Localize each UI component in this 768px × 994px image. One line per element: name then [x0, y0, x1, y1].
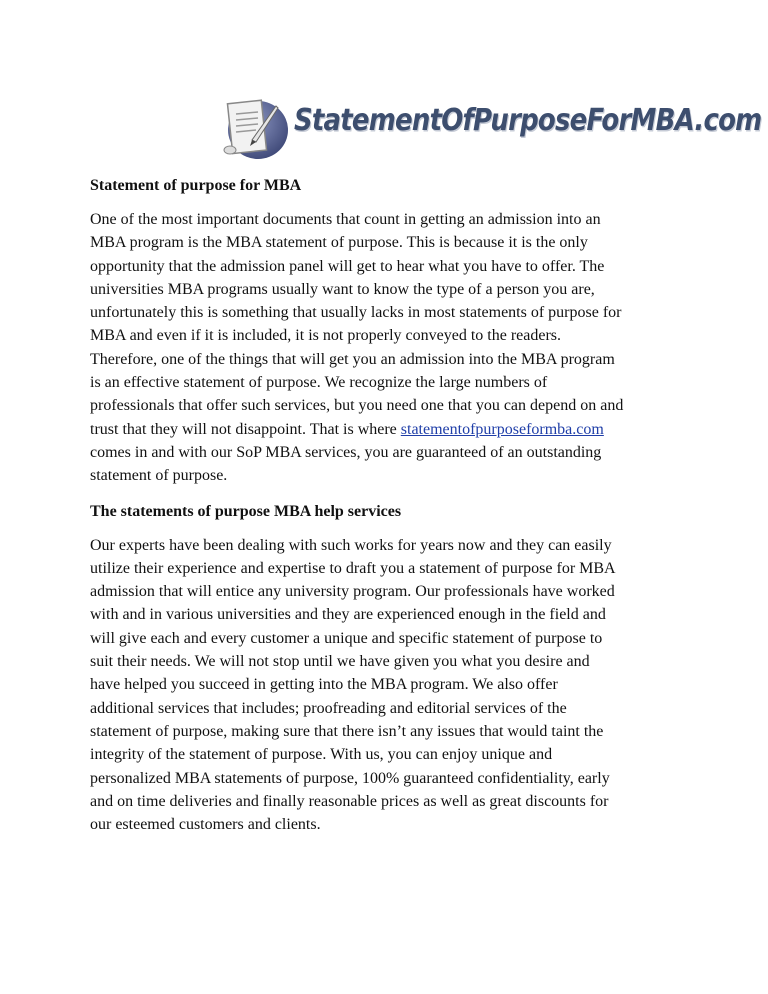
text-line: MBA program is the MBA statement of purpose. This is because it is the only: [90, 234, 588, 252]
text-line: professionals that offer such services, but you need one that you can depend on and: [90, 397, 624, 415]
text-line: universities MBA programs usually want to know the type of a person you are,: [90, 280, 595, 298]
scroll-and-quill-icon: [216, 92, 290, 162]
text-line: opportunity that the admission panel will get to hear what you have to offer. The: [90, 257, 605, 275]
website-link[interactable]: statementofpurposeformba.com: [400, 420, 604, 438]
text-line: suit their needs. We will not stop until we have given you what you desire and: [90, 653, 590, 671]
text-line: statement of purpose.: [90, 467, 228, 485]
text-line: additional services that includes; proofreading and editorial services of the: [90, 699, 567, 717]
text-line: statement of purpose, making sure that there isn’t any issues that would taint the: [90, 722, 604, 740]
text-line: Our experts have been dealing with such works for years now and they can easily: [90, 536, 612, 554]
text-line: is an effective statement of purpose. We recognize the large numbers of: [90, 374, 548, 392]
text-line: unfortunately this is something that usually lacks in most statements of purpose for: [90, 304, 622, 322]
text-line: integrity of the statement of purpose. With us, you can enjoy unique and: [90, 746, 553, 764]
section-heading: Statement of purpose for MBA: [90, 177, 302, 194]
section-paragraph: [90, 534, 690, 837]
text-line: with and in various universities and they are experienced enough in the field and: [90, 606, 606, 624]
text-line: have helped you succeed in getting into the MBA program. We also offer: [90, 676, 558, 694]
text-line: MBA and even if it is included, it is not properly conveyed to the readers.: [90, 327, 561, 345]
text-line: our esteemed customers and clients.: [90, 816, 321, 834]
section-paragraph: [90, 208, 690, 488]
text-line: Therefore, one of the things that will get you an admission into the MBA program: [90, 350, 615, 368]
site-logo: [216, 92, 762, 162]
text-line: comes in and with our SoP MBA services, you are guaranteed of an outstanding: [90, 443, 602, 461]
text-line: will give each and every customer a unique and specific statement of purpose to: [90, 629, 603, 647]
text-line: One of the most important documents that count in getting an admission into an: [90, 211, 601, 228]
text-line: utilize their experience and expertise to draft you a statement of purpose for MBA: [90, 559, 616, 577]
logo-wordmark: StatementOfPurposeForMBA.com: [294, 103, 762, 139]
section-heading: The statements of purpose MBA help services: [90, 502, 402, 520]
text-line-with-link: [90, 418, 690, 441]
document-body: [90, 174, 690, 848]
text-line: and on time deliveries and finally reasonable prices as well as great discounts for: [90, 792, 609, 810]
text-line: admission that will entice any university program. Our professionals have worked: [90, 583, 615, 601]
text-line: personalized MBA statements of purpose, 100% guaranteed confidentiality, early: [90, 769, 610, 787]
link-lead-text: trust that they will not disappoint. That is where: [90, 420, 401, 438]
